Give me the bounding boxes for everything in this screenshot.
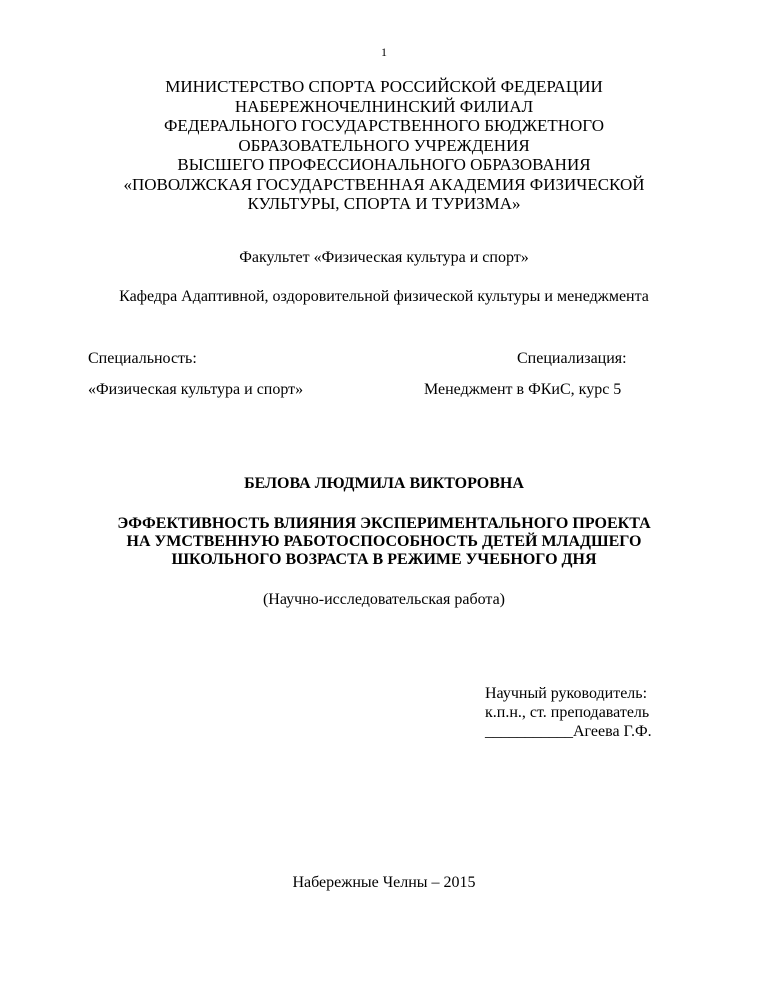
supervisor-label: Научный руководитель: bbox=[485, 685, 648, 702]
specialty-value: «Физическая культура и спорт» bbox=[88, 381, 304, 398]
work-title bbox=[0, 515, 768, 569]
faculty: Факультет «Физическая культура и спорт» bbox=[239, 249, 529, 266]
header-line: «ПОВОЛЖСКАЯ ГОСУДАРСТВЕННАЯ АКАДЕМИЯ ФИЗИЧЕСКОЙ bbox=[123, 174, 645, 194]
title-line: НА УМСТВЕННУЮ РАБОТОСПОСОБНОСТЬ ДЕТЕЙ МЛАДШЕГО bbox=[126, 533, 642, 550]
author-name: БЕЛОВА ЛЮДМИЛА ВИКТОРОВНА bbox=[244, 475, 524, 492]
header-line: ФЕДЕРАЛЬНОГО ГОСУДАРСТВЕННОГО БЮДЖЕТНОГО bbox=[164, 116, 604, 135]
page-number: 1 bbox=[381, 45, 387, 59]
specialization-value: Менеджмент в ФКиС, курс 5 bbox=[424, 381, 622, 398]
supervisor-position: к.п.н., ст. преподаватель bbox=[485, 704, 650, 721]
header-line: ОБРАЗОВАТЕЛЬНОГО УЧРЕЖДЕНИЯ bbox=[238, 135, 530, 155]
city-year: Набережные Челны – 2015 bbox=[292, 874, 476, 891]
supervisor-signature: ___________Агеева Г.Ф. bbox=[485, 723, 652, 740]
supervisor-block bbox=[485, 684, 652, 741]
department: Кафедра Адаптивной, оздоровительной физической культуры и менеджмента bbox=[119, 288, 649, 305]
institution-header bbox=[0, 77, 768, 214]
header-line: НАБЕРЕЖНОЧЕЛНИНСКИЙ ФИЛИАЛ bbox=[234, 96, 534, 116]
header-line: КУЛЬТУРЫ, СПОРТА И ТУРИЗМА» bbox=[247, 194, 521, 213]
work-type: (Научно-исследовательская работа) bbox=[262, 591, 506, 608]
specialization-label: Специализация: bbox=[517, 350, 627, 367]
header-line: МИНИСТЕРСТВО СПОРТА РОССИЙСКОЙ ФЕДЕРАЦИИ bbox=[165, 77, 603, 96]
header-line: ВЫСШЕГО ПРОФЕССИОНАЛЬНОГО ОБРАЗОВАНИЯ bbox=[177, 155, 591, 174]
title-line: ЭФФЕКТИВНОСТЬ ВЛИЯНИЯ ЭКСПЕРИМЕНТАЛЬНОГО ПРОЕКТА bbox=[117, 515, 651, 532]
title-line: ШКОЛЬНОГО ВОЗРАСТА В РЕЖИМЕ УЧЕБНОГО ДНЯ bbox=[171, 551, 597, 568]
specialty-label: Специальность: bbox=[88, 350, 197, 367]
